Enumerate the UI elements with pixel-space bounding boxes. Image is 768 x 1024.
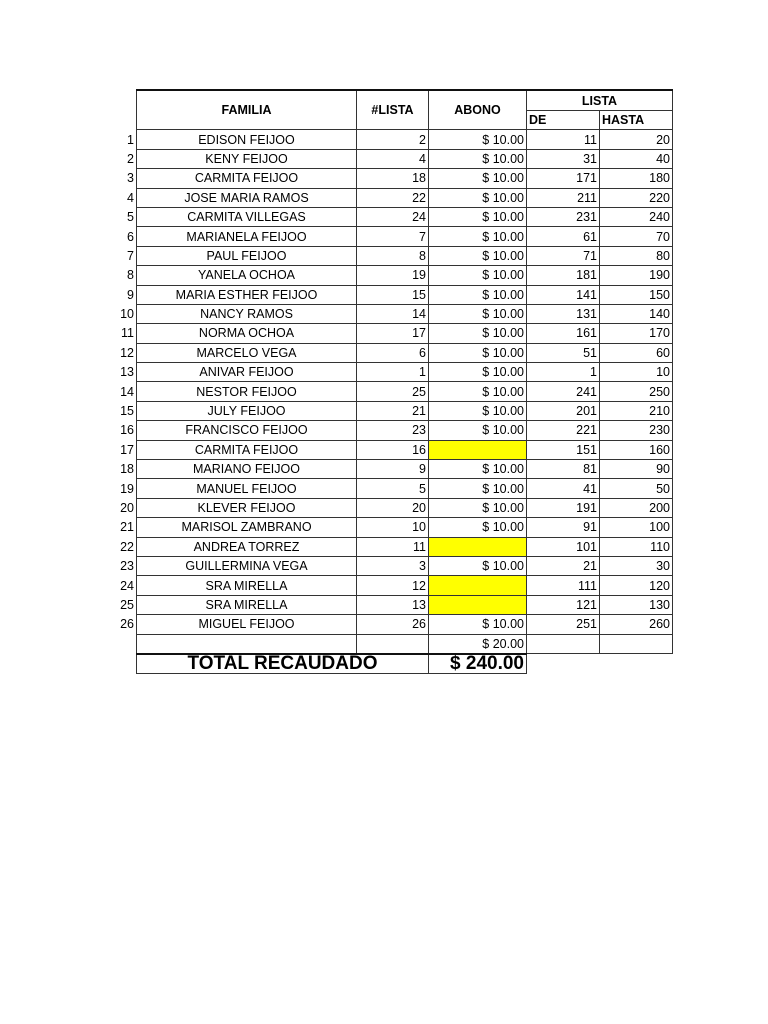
cell-familia: JOSE MARIA RAMOS — [137, 188, 357, 207]
cell-lista-number: 10 — [357, 518, 429, 537]
table-row — [110, 304, 673, 323]
cell-hasta: 260 — [600, 615, 673, 634]
cell-abono: $ 10.00 — [429, 382, 527, 401]
cell-familia: MARIA ESTHER FEIJOO — [137, 285, 357, 304]
cell-de: 71 — [527, 246, 600, 265]
cell-lista-number: 15 — [357, 285, 429, 304]
cell-hasta: 170 — [600, 324, 673, 343]
cell-de: 151 — [527, 440, 600, 459]
cell-lista-number: 18 — [357, 169, 429, 188]
header-familia: FAMILIA — [137, 90, 357, 130]
cell-hasta: 100 — [600, 518, 673, 537]
table-row — [110, 518, 673, 537]
row-number — [110, 634, 137, 654]
row-number: 17 — [120, 442, 134, 457]
table-row — [110, 498, 673, 517]
cell-abono: $ 10.00 — [429, 363, 527, 382]
cell-hasta: 80 — [600, 246, 673, 265]
cell-abono: $ 10.00 — [429, 227, 527, 246]
row-number: 13 — [120, 365, 134, 380]
cell-familia: CARMITA VILLEGAS — [137, 207, 357, 226]
cell-abono — [429, 537, 527, 556]
cell-hasta: 230 — [600, 421, 673, 440]
row-number: 7 — [127, 248, 134, 263]
cell-abono: $ 10.00 — [429, 460, 527, 479]
cell-abono: $ 10.00 — [429, 498, 527, 517]
cell-familia: SRA MIRELLA — [137, 576, 357, 595]
header-lista: LISTA — [527, 90, 673, 111]
cell-abono: $ 10.00 — [429, 343, 527, 362]
cell-de: 201 — [527, 401, 600, 420]
cell-familia: NORMA OCHOA — [137, 324, 357, 343]
cell-lista-number: 2 — [357, 130, 429, 149]
cell-lista-number: 3 — [357, 556, 429, 575]
cell-familia: MANUEL FEIJOO — [137, 479, 357, 498]
header-abono: ABONO — [429, 90, 527, 130]
cell-familia: PAUL FEIJOO — [137, 246, 357, 265]
table-row — [110, 421, 673, 440]
cell-abono — [429, 576, 527, 595]
cell-hasta: 240 — [600, 207, 673, 226]
row-number: 12 — [120, 345, 134, 360]
cell-hasta — [600, 634, 673, 654]
cell-familia: SRA MIRELLA — [137, 595, 357, 614]
row-number: 1 — [127, 132, 134, 147]
cell-familia: YANELA OCHOA — [137, 266, 357, 285]
empty-cell — [527, 654, 600, 674]
cell-de: 191 — [527, 498, 600, 517]
row-number: 5 — [127, 210, 134, 225]
row-number: 20 — [120, 501, 134, 515]
cell-abono: $ 10.00 — [429, 421, 527, 440]
cell-lista-number: 17 — [357, 324, 429, 343]
cell-hasta: 250 — [600, 382, 673, 401]
cell-lista-number: 24 — [357, 207, 429, 226]
cell-lista-number: 23 — [357, 421, 429, 440]
table-row — [110, 343, 673, 362]
cell-familia — [137, 634, 357, 654]
row-number: 18 — [120, 462, 134, 477]
row-number: 19 — [120, 481, 134, 496]
cell-hasta: 90 — [600, 460, 673, 479]
cell-lista-number: 9 — [357, 460, 429, 479]
row-number: 22 — [120, 539, 134, 554]
table-row — [110, 460, 673, 479]
cell-hasta: 40 — [600, 149, 673, 168]
spreadsheet-table — [110, 89, 673, 674]
cell-hasta: 10 — [600, 363, 673, 382]
cell-hasta: 50 — [600, 479, 673, 498]
cell-hasta: 150 — [600, 285, 673, 304]
row-number: 8 — [127, 268, 134, 283]
table-row — [110, 169, 673, 188]
cell-abono: $ 10.00 — [429, 169, 527, 188]
empty-cell — [600, 654, 673, 674]
cell-abono: $ 10.00 — [429, 130, 527, 149]
cell-de: 141 — [527, 285, 600, 304]
cell-familia: NANCY RAMOS — [137, 304, 357, 323]
cell-familia: CARMITA FEIJOO — [137, 440, 357, 459]
cell-hasta: 190 — [600, 266, 673, 285]
cell-lista-number — [357, 634, 429, 654]
cell-abono: $ 10.00 — [429, 324, 527, 343]
table-row — [110, 227, 673, 246]
cell-hasta: 130 — [600, 595, 673, 614]
cell-hasta: 30 — [600, 556, 673, 575]
table-row — [110, 324, 673, 343]
cell-de: 171 — [527, 169, 600, 188]
cell-familia: KENY FEIJOO — [137, 149, 357, 168]
total-value: $ 240.00 — [429, 654, 527, 674]
cell-de: 91 — [527, 518, 600, 537]
cell-lista-number: 7 — [357, 227, 429, 246]
cell-familia: NESTOR FEIJOO — [137, 382, 357, 401]
table-row — [110, 382, 673, 401]
cell-hasta: 200 — [600, 498, 673, 517]
row-number: 16 — [120, 423, 134, 438]
cell-lista-number: 5 — [357, 479, 429, 498]
cell-de: 121 — [527, 595, 600, 614]
cell-familia: JULY FEIJOO — [137, 401, 357, 420]
cell-de — [527, 634, 600, 654]
cell-de: 21 — [527, 556, 600, 575]
cell-de: 61 — [527, 227, 600, 246]
cell-familia: KLEVER FEIJOO — [137, 498, 357, 517]
cell-lista-number: 19 — [357, 266, 429, 285]
cell-hasta: 70 — [600, 227, 673, 246]
table-row — [110, 207, 673, 226]
row-number: 24 — [120, 578, 134, 593]
cell-de: 131 — [527, 304, 600, 323]
cell-de: 51 — [527, 343, 600, 362]
table-row — [110, 130, 673, 149]
cell-abono: $ 10.00 — [429, 479, 527, 498]
header-lista-number: #LISTA — [357, 90, 429, 130]
cell-lista-number: 21 — [357, 401, 429, 420]
cell-lista-number: 22 — [357, 188, 429, 207]
table-row — [110, 440, 673, 459]
row-number: 14 — [120, 384, 134, 399]
cell-lista-number: 12 — [357, 576, 429, 595]
cell-abono: $ 10.00 — [429, 615, 527, 634]
cell-lista-number: 4 — [357, 149, 429, 168]
cell-de: 11 — [527, 130, 600, 149]
cell-abono: $ 10.00 — [429, 518, 527, 537]
table-row — [110, 188, 673, 207]
cell-lista-number: 1 — [357, 363, 429, 382]
table-row — [110, 537, 673, 556]
row-number-header — [110, 90, 137, 130]
cell-familia: EDISON FEIJOO — [137, 130, 357, 149]
cell-familia: FRANCISCO FEIJOO — [137, 421, 357, 440]
row-number: 11 — [121, 326, 134, 341]
cell-de: 241 — [527, 382, 600, 401]
cell-hasta: 180 — [600, 169, 673, 188]
cell-de: 161 — [527, 324, 600, 343]
cell-hasta: 160 — [600, 440, 673, 459]
cell-de: 251 — [527, 615, 600, 634]
row-number: 6 — [127, 229, 134, 244]
cell-de: 41 — [527, 479, 600, 498]
cell-familia: GUILLERMINA VEGA — [137, 556, 357, 575]
cell-hasta: 20 — [600, 130, 673, 149]
cell-abono: $ 10.00 — [429, 188, 527, 207]
cell-lista-number: 13 — [357, 595, 429, 614]
table-row — [110, 576, 673, 595]
cell-hasta: 220 — [600, 188, 673, 207]
cell-abono: $ 10.00 — [429, 266, 527, 285]
row-number: 3 — [127, 171, 134, 186]
table-row — [110, 401, 673, 420]
row-number: 15 — [120, 404, 134, 419]
cell-abono — [429, 440, 527, 459]
cell-familia: MARCELO VEGA — [137, 343, 357, 362]
table-row — [110, 615, 673, 634]
cell-abono: $ 10.00 — [429, 149, 527, 168]
cell-familia: MARISOL ZAMBRANO — [137, 518, 357, 537]
cell-de: 81 — [527, 460, 600, 479]
cell-abono: $ 10.00 — [429, 285, 527, 304]
row-number: 4 — [127, 190, 134, 205]
row-number: 10 — [120, 307, 134, 322]
cell-de: 111 — [527, 576, 600, 595]
cell-hasta: 110 — [600, 537, 673, 556]
cell-de: 211 — [527, 188, 600, 207]
cell-hasta: 140 — [600, 304, 673, 323]
cell-de: 101 — [527, 537, 600, 556]
table-row — [110, 285, 673, 304]
cell-hasta: 210 — [600, 401, 673, 420]
cell-abono: $ 10.00 — [429, 304, 527, 323]
cell-de: 231 — [527, 207, 600, 226]
cell-familia: ANDREA TORREZ — [137, 537, 357, 556]
cell-abono: $ 10.00 — [429, 401, 527, 420]
table-row — [110, 266, 673, 285]
row-number: 26 — [120, 617, 134, 632]
total-label: TOTAL RECAUDADO — [137, 654, 429, 674]
header-hasta: HASTA — [600, 111, 673, 130]
cell-lista-number: 6 — [357, 343, 429, 362]
row-number: 23 — [120, 559, 134, 574]
row-number — [110, 654, 137, 674]
cell-de: 221 — [527, 421, 600, 440]
table-row — [110, 149, 673, 168]
row-number: 9 — [127, 287, 134, 302]
row-number: 21 — [120, 520, 134, 535]
cell-abono: $ 10.00 — [429, 207, 527, 226]
cell-familia: CARMITA FEIJOO — [137, 169, 357, 188]
table-row — [110, 556, 673, 575]
cell-abono-extra: $ 20.00 — [429, 634, 527, 654]
cell-abono: $ 10.00 — [429, 246, 527, 265]
cell-lista-number: 11 — [357, 537, 429, 556]
cell-abono: $ 10.00 — [429, 556, 527, 575]
cell-de: 181 — [527, 266, 600, 285]
table-row — [110, 595, 673, 614]
total-row — [110, 654, 673, 674]
cell-familia: MIGUEL FEIJOO — [137, 615, 357, 634]
table-row — [110, 246, 673, 265]
cell-hasta: 120 — [600, 576, 673, 595]
cell-lista-number: 25 — [357, 382, 429, 401]
extra-row — [110, 634, 673, 654]
table-row — [110, 363, 673, 382]
header-de: DE — [527, 111, 600, 130]
cell-lista-number: 14 — [357, 304, 429, 323]
row-number: 2 — [127, 151, 134, 166]
cell-de: 1 — [527, 363, 600, 382]
cell-de: 31 — [527, 149, 600, 168]
cell-lista-number: 20 — [357, 498, 429, 517]
cell-hasta: 60 — [600, 343, 673, 362]
cell-lista-number: 8 — [357, 246, 429, 265]
cell-lista-number: 16 — [357, 440, 429, 459]
cell-abono — [429, 595, 527, 614]
row-number: 25 — [120, 597, 134, 612]
cell-familia: ANIVAR FEIJOO — [137, 363, 357, 382]
cell-familia: MARIANELA FEIJOO — [137, 227, 357, 246]
table-row — [110, 479, 673, 498]
cell-lista-number: 26 — [357, 615, 429, 634]
cell-familia: MARIANO FEIJOO — [137, 460, 357, 479]
